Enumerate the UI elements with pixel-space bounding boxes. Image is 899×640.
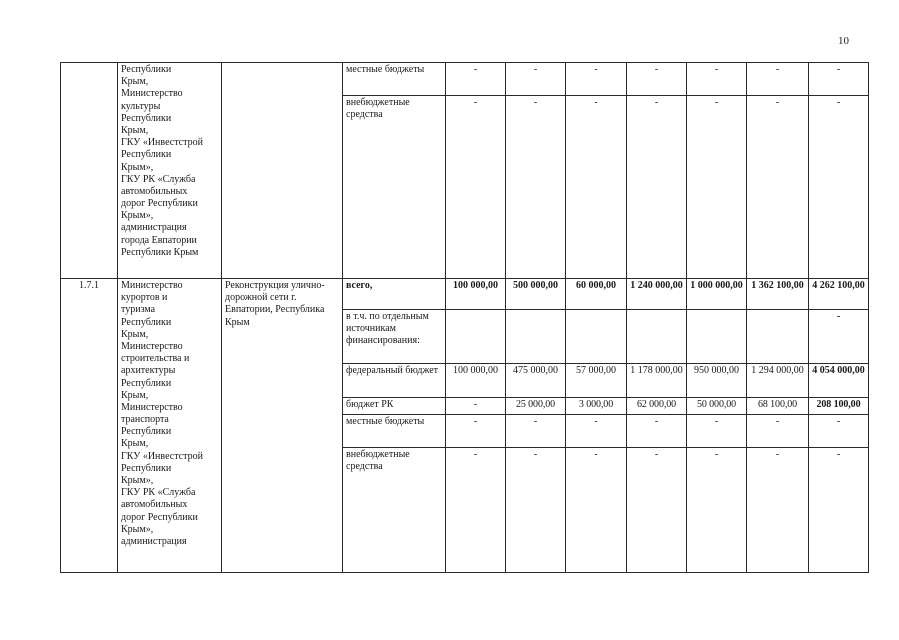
value-cell: 68 100,00 [747,398,809,415]
source-cell: местные бюджеты [343,63,446,96]
value-cell: - [446,398,506,415]
executor-line: Крым, [121,438,149,450]
executor-line: дорог Республики [121,198,198,210]
value-cell: - [566,96,627,279]
value-cell: 4 262 100,00 [809,279,869,310]
source-cell: федеральный бюджет [343,364,446,398]
executor-line: Крым», [121,523,154,535]
value-cell: 100 000,00 [446,279,506,310]
value-cell: - [809,448,869,573]
value-cell: 475 000,00 [506,364,566,398]
executor-cell [118,279,222,573]
executor-line: Республики [121,112,172,124]
value-cell: - [566,63,627,96]
table-row [61,63,869,96]
value-cell: - [566,448,627,573]
value-cell: - [446,96,506,279]
source-cell: бюджет РК [343,398,446,415]
table-row [61,279,869,310]
executor-cell [118,63,222,279]
source-cell: местные бюджеты [343,415,446,448]
value-cell: - [446,448,506,573]
executor-line: администрация [121,535,187,547]
executor-line: Республики [121,377,172,389]
source-cell: внебюджетные средства [343,448,446,573]
value-cell: - [687,448,747,573]
executor-line: Крым, [121,389,149,401]
executor-line: Республики [121,149,172,161]
executor-line: Республики [121,64,172,75]
value-cell: - [687,63,747,96]
value-cell: - [809,310,869,364]
value-cell: 62 000,00 [627,398,687,415]
executor-line: Республики [121,462,172,474]
executor-line: Министерство [121,88,183,100]
executor-line: Министерство [121,280,183,291]
value-cell: - [747,96,809,279]
value-cell: 1 362 100,00 [747,279,809,310]
executor-line: Министерство [121,340,183,352]
value-cell: - [506,96,566,279]
executor-line: архитектуры [121,365,176,377]
value-cell: 60 000,00 [566,279,627,310]
page-number: 10 [838,35,849,47]
value-cell: - [687,96,747,279]
executor-line: Республики Крым [121,246,199,258]
executor-line: города Евпатории [121,234,197,246]
executor-line: Крым», [121,475,154,486]
budget-table [60,62,869,573]
value-cell: 4 054 000,00 [809,364,869,398]
executor-line: Республики [121,426,172,438]
value-cell: 1 240 000,00 [627,279,687,310]
executor-line: туризма [121,304,156,316]
executor-line: Крым», [121,161,154,173]
item-number-cell [61,63,118,279]
value-cell: 3 000,00 [566,398,627,415]
value-cell [687,310,747,364]
value-cell: - [446,63,506,96]
executor-line: Министерство [121,401,183,413]
executor-line: ГКУ РК «Служба [121,173,196,185]
value-cell: 500 000,00 [506,279,566,310]
value-cell: 950 000,00 [687,364,747,398]
value-cell: 208 100,00 [809,398,869,415]
executor-line: строительства и [121,353,190,365]
executor-line: культуры [121,100,161,112]
value-cell: 50 000,00 [687,398,747,415]
executor-line: Республики [121,316,172,328]
value-cell: - [809,63,869,96]
value-cell [446,310,506,364]
value-cell: 57 000,00 [566,364,627,398]
executor-line: автомобильных [121,499,188,511]
executor-line: ГКУ «Инвестстрой [121,450,203,462]
item-name-cell [222,63,343,279]
executor-line: ГКУ РК «Служба [121,487,196,499]
value-cell: 100 000,00 [446,364,506,398]
value-cell [627,310,687,364]
executor-line: автомобильных [121,185,188,197]
source-cell: всего, [343,279,446,310]
executor-line: Крым, [121,76,149,88]
value-cell: - [747,63,809,96]
executor-line: Крым, [121,328,149,340]
value-cell: - [809,96,869,279]
value-cell: - [627,448,687,573]
value-cell: - [506,63,566,96]
value-cell: - [747,415,809,448]
value-cell: - [627,415,687,448]
value-cell: - [506,448,566,573]
executor-line: Крым», [121,210,154,222]
value-cell: - [627,63,687,96]
executor-line: курортов и [121,292,168,304]
executor-line: дорог Республики [121,511,198,523]
source-cell: в т.ч. по отдельным источникам финансирования: [343,310,446,364]
value-cell: - [506,415,566,448]
value-cell: - [747,448,809,573]
value-cell: - [809,415,869,448]
value-cell: 1 000 000,00 [687,279,747,310]
value-cell: 25 000,00 [506,398,566,415]
executor-line: транспорта [121,414,169,426]
item-name-cell: Реконструкция улично-дорожной сети г. Евпатории, Республика Крым [222,279,343,573]
value-cell: - [627,96,687,279]
source-cell: внебюджетные средства [343,96,446,279]
value-cell: - [687,415,747,448]
item-number-cell: 1.7.1 [61,279,118,573]
executor-line: Крым, [121,124,149,136]
executor-line: ГКУ «Инвестстрой [121,137,203,149]
executor-lines [121,280,218,548]
value-cell: - [446,415,506,448]
value-cell: 1 294 000,00 [747,364,809,398]
value-cell [566,310,627,364]
value-cell [506,310,566,364]
value-cell [747,310,809,364]
value-cell: - [566,415,627,448]
executor-line: администрация [121,222,187,234]
executor-lines [121,64,218,259]
value-cell: 1 178 000,00 [627,364,687,398]
